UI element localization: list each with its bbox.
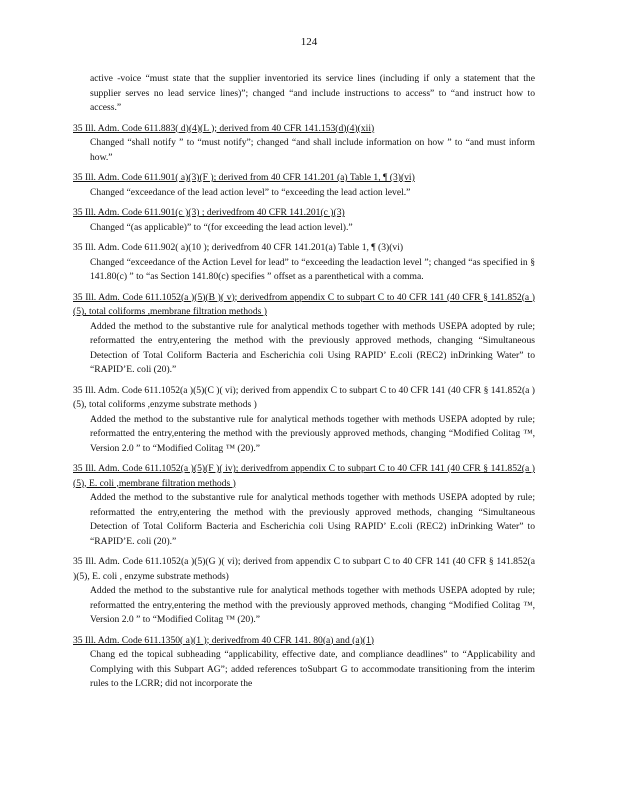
citation: 35 Ill. Adm. Code 611.902( a)(10 ); derivedfrom 40 CFR 141.201(a) Table 1, ¶ (3)(vi) [73, 242, 404, 253]
description: Added the method to the substantive rule for analytical methods together with methods USEPA adopted by rule; reformatted the entry,entering the method with the previously approved methods, changing “Modified Colitag ™, Version 2.0 ” to “Modified Colitag ™ (20).” [90, 413, 535, 454]
page-number: 124 [300, 36, 318, 48]
entry-9 [73, 634, 535, 692]
entry-5 [73, 291, 535, 378]
citation: 35 Ill. Adm. Code 611.901(c )(3) ; derivedfrom 40 CFR 141.201(c )(3) [73, 207, 345, 218]
citation: 35 Ill. Adm. Code 611.1052(a )(5)(B )( v); derivedfrom appendix C to subpart C to 40 CFR 141 (40 CFR § 141.852(a )(5), total coliforms ,membrane filtration methods ) [73, 291, 535, 317]
entry-2 [73, 171, 535, 200]
entry-4 [73, 241, 535, 285]
entry-8 [73, 555, 535, 628]
entry-6 [73, 384, 535, 457]
citation: 35 Ill. Adm. Code 611.1350( a)(1 ); derivedfrom 40 CFR 141. 80(a) and (a)(1) [73, 634, 374, 646]
page-body [73, 72, 535, 698]
citation: 35 Ill. Adm. Code 611.883( d)(4)(L ); derived from 40 CFR 141.153(d)(4)(xii) [73, 122, 375, 134]
description: Added the method to the substantive rule for analytical methods together with methods USEPA adopted by rule; reformatted the entry,entering the method with the previously approved methods, changing “Modified Colitag ™, Version 2.0 ” to “Modified Colitag ™ (20).” [90, 585, 535, 625]
description: Added the method to the substantive rule for analytical methods together with methods USEPA adopted by rule; reformatted the entry,entering the method with the previously approved methods, changing “Simultaneous Detection of Total Coliform Bacteria and Escherichia coli Using RAPID’ E.coli (REC2) inDrinking Water” to “RAPID’E. coli (20).” [90, 492, 535, 547]
description: Added the method to the substantive rule for analytical methods together with methods USEPA adopted by rule; reformatted the entry,entering the method with the previously approved methods, changing “Simultaneous Detection of Total Coliform Bacteria and Escherichia coli Using RAPID’ E.coli (REC2) inDrinking Water” to “RAPID’E. coli (20).” [90, 320, 535, 375]
description: Changed “(as applicable)” to “(for exceeding the lead action level).” [90, 221, 353, 233]
citation: 35 Ill. Adm. Code 611.901( a)(3)(F ); derived from 40 CFR 141.201 (a) Table 1, ¶ (3)(vi) [73, 172, 415, 183]
description: Changed “shall notify ” to “must notify”; changed “and shall include information on how ” to “and must inform how.” [90, 137, 535, 163]
entry-7 [73, 462, 535, 549]
description: Changed “exceedance of the lead action level” to “exceeding the lead action level.” [90, 186, 411, 198]
citation: 35 Ill. Adm. Code 611.1052(a )(5)(G )( vi); derived from appendix C to subpart C to 40 CFR 141 (40 CFR § 141.852(a )(5), E. coli , enzyme substrate methods) [73, 556, 535, 582]
description: Changed “exceedance of the Action Level for lead” to “exceeding the leadaction level ”; changed “as specified in § 141.80(c) ” to “as Section 141.80(c) specifies ” offset as a parenthetical with a comma. [90, 256, 535, 282]
citation: 35 Ill. Adm. Code 611.1052(a )(5)(F )( iv); derivedfrom appendix C to subpart C to 40 CFR 141 (40 CFR § 141.852(a )(5), E. coli ,membrane filtration methods ) [73, 463, 535, 489]
entry-1 [73, 122, 535, 166]
intro-paragraph: active -voice “must state that the supplier inventoried its service lines (including if only a statement that the supplier serves no lead service lines)”; changed “and include instructions to access” to “and instruct how to access.” [90, 73, 535, 113]
description: Chang ed the topical subheading “applicability, effective date, and compliance deadlines” to “Applicability and Complying with this Subpart AG”; added references toSubpart G to accommodate transitioning from the interim rules to the LCRR; did not incorporate the [90, 649, 535, 689]
citation: 35 Ill. Adm. Code 611.1052(a )(5)(C )( vi); derived from appendix C to subpart C to 40 CFR 141 (40 CFR § 141.852(a )(5), total coliforms ,enzyme substrate methods ) [73, 384, 535, 410]
entry-3 [73, 206, 535, 235]
